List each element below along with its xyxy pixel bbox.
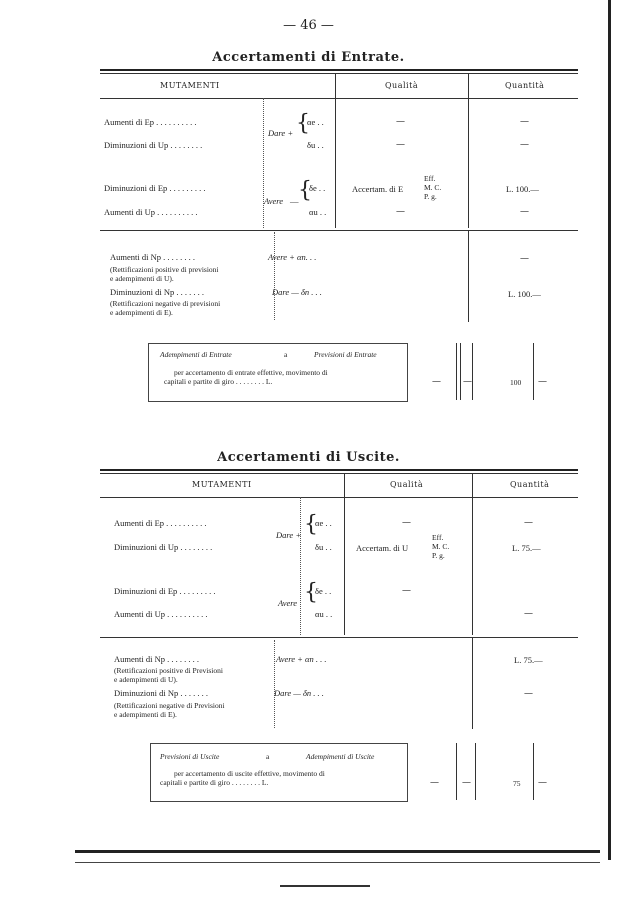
row-rule (100, 230, 578, 231)
box-col (533, 343, 534, 400)
bottom-rule-thin (75, 862, 600, 863)
avere-alpha-n: Avere + αn. . . (268, 252, 317, 262)
header-rule (100, 497, 578, 498)
row-diminuzioni-np: Diminuzioni di Np . . . . . . . (114, 688, 208, 698)
cell-dash: — (520, 254, 529, 264)
cell-dash: — (520, 140, 529, 150)
avere-label: Avere (278, 598, 298, 608)
bottom-rule (75, 850, 600, 853)
box-v2: — (463, 377, 472, 387)
cell-dash: — (524, 518, 533, 528)
box-col (460, 343, 461, 400)
delta-e: δe . . (315, 586, 332, 596)
row-aumenti-up: Aumenti di Up . . . . . . . . . . (114, 609, 208, 619)
box-v1: — (432, 377, 441, 387)
rett-neg-line1: (Rettificazioni negative di previsioni (110, 299, 221, 308)
dotted-divider (300, 497, 301, 635)
qual-mc: M. C. (432, 542, 450, 551)
qual-mc: M. C. (424, 183, 442, 192)
row-diminuzioni-np: Diminuzioni di Np . . . . . . . (110, 287, 204, 297)
avere-label: Avere (264, 196, 284, 206)
header-rule (100, 98, 578, 99)
dotted-divider (274, 232, 275, 320)
rett-neg-line2: e adempimenti di E). (114, 710, 177, 719)
table-top-rule-thin (100, 73, 578, 74)
alpha-e: αe . . (307, 117, 324, 127)
cell-dash: — (524, 609, 533, 619)
row-aumenti-up: Aumenti di Up . . . . . . . . . . (104, 207, 198, 217)
qual-eff: Eff. (424, 174, 436, 183)
row-aumenti-ep: Aumenti di Ep . . . . . . . . . . (104, 117, 197, 127)
box-v3: 100 (510, 378, 522, 387)
dare-delta-n: Dare — δn . . . (274, 688, 324, 698)
quant-value: L. 100.— (508, 289, 541, 299)
alpha-u: αu . . (309, 207, 327, 217)
delta-u: δu . . (307, 140, 324, 150)
rett-pos-line1: (Rettificazioni positive di Previsioni (114, 666, 223, 675)
cell-dash: — (402, 518, 411, 528)
box-right-label: Previsioni di Entrate (314, 350, 377, 359)
col-divider (344, 473, 345, 635)
delta-e: δe . . (309, 183, 326, 193)
box-col (456, 743, 457, 800)
row-rule (100, 637, 578, 638)
box-line1: per accertamento di entrate effettive, movimento di (174, 368, 328, 377)
rett-neg-line2: e adempimenti di E). (110, 308, 173, 317)
rett-pos-line1: (Rettificazioni positive di previsioni (110, 265, 219, 274)
header-qualita: Qualità (390, 480, 424, 489)
table-top-rule-thin (100, 473, 578, 474)
table-top-rule (100, 69, 578, 71)
bottom-mark (280, 885, 370, 887)
dotted-divider (263, 98, 264, 228)
qual-pg: P. g. (432, 551, 445, 560)
brace-icon: { (296, 111, 310, 136)
delta-u: δu . . (315, 542, 332, 552)
col-divider (472, 637, 473, 729)
brace-icon: { (298, 178, 312, 203)
box-line2: capitali e partite di giro . . . . . . . . L. (160, 778, 269, 787)
box-col (475, 743, 476, 800)
avere-alpha-n: Avere + αn . . . (276, 654, 327, 664)
cell-dash: — (520, 207, 529, 217)
box-v4: — (538, 778, 547, 788)
row-aumenti-np: Aumenti di Np . . . . . . . . (110, 252, 195, 262)
section-title-entrate: Accertamenti di Entrate. (212, 50, 405, 65)
page-number: — 46 — (283, 18, 334, 33)
rett-pos-line2: e adempimenti di U). (114, 675, 178, 684)
cell-dash: — (396, 117, 405, 127)
row-diminuzioni-up: Diminuzioni di Up . . . . . . . . (104, 140, 203, 150)
row-diminuzioni-up: Diminuzioni di Up . . . . . . . . (114, 542, 213, 552)
qual-accertam: Accertam. di E (352, 184, 404, 194)
page-edge (608, 0, 611, 860)
box-v4: — (538, 377, 547, 387)
header-quantita: Quantità (510, 480, 550, 489)
box-left-label: Adempimenti di Entrate (160, 350, 232, 359)
row-aumenti-ep: Aumenti di Ep . . . . . . . . . . (114, 518, 207, 528)
rett-pos-line2: e adempimenti di U). (110, 274, 174, 283)
col-divider (468, 73, 469, 228)
box-line1: per accertamento di uscite effettive, movimento di (174, 769, 325, 778)
dare-delta-n: Dare — δn . . . (272, 287, 322, 297)
quant-value: L. 100.— (506, 184, 539, 194)
box-v3: 75 (513, 779, 521, 788)
section-title-uscite: Accertamenti di Uscite. (217, 450, 400, 465)
brace-icon: { (304, 580, 318, 605)
box-line2: capitali e partite di giro . . . . . . . . L. (164, 377, 273, 386)
box-v1: — (430, 778, 439, 788)
qual-accertam: Accertam. di U (356, 543, 409, 553)
cell-dash: — (402, 586, 411, 596)
box-col (472, 343, 473, 400)
alpha-u: αu . . (315, 609, 333, 619)
header-qualita: Qualità (385, 81, 419, 90)
col-divider (335, 73, 336, 228)
cell-dash: — (396, 140, 405, 150)
box-right-label: Adempimenti di Uscite (306, 752, 375, 761)
quant-value: L. 75.— (514, 655, 543, 665)
dotted-divider (274, 640, 275, 728)
brace-icon: { (304, 512, 318, 537)
cell-dash: — (396, 207, 405, 217)
dare-label: Dare (276, 530, 294, 540)
plus-sign: + (296, 530, 301, 540)
box-left-label: Previsioni di Uscite (160, 752, 220, 761)
row-diminuzioni-ep: Diminuzioni di Ep . . . . . . . . . (114, 586, 216, 596)
cell-dash: — (524, 689, 533, 699)
box-a: a (284, 350, 288, 359)
table-top-rule (100, 469, 578, 471)
quant-value: L. 75.— (512, 543, 541, 553)
dare-label: Dare (268, 128, 286, 138)
header-quantita: Quantità (505, 81, 545, 90)
col-divider (472, 473, 473, 635)
rett-neg-line1: (Rettificazioni negative di Previsioni (114, 701, 225, 710)
header-mutamenti: MUTAMENTI (160, 81, 220, 90)
box-col (456, 343, 457, 400)
alpha-e: αe . . (315, 518, 332, 528)
col-divider (468, 230, 469, 322)
qual-pg: P. g. (424, 192, 437, 201)
row-aumenti-np: Aumenti di Np . . . . . . . . (114, 654, 199, 664)
cell-dash: — (520, 117, 529, 127)
box-col (533, 743, 534, 800)
box-a: a (266, 752, 270, 761)
box-v2: — (462, 778, 471, 788)
header-mutamenti: MUTAMENTI (192, 480, 252, 489)
plus-sign: + (288, 128, 293, 138)
row-diminuzioni-ep: Diminuzioni di Ep . . . . . . . . . (104, 183, 206, 193)
qual-eff: Eff. (432, 533, 444, 542)
minus-sign: — (290, 196, 299, 206)
